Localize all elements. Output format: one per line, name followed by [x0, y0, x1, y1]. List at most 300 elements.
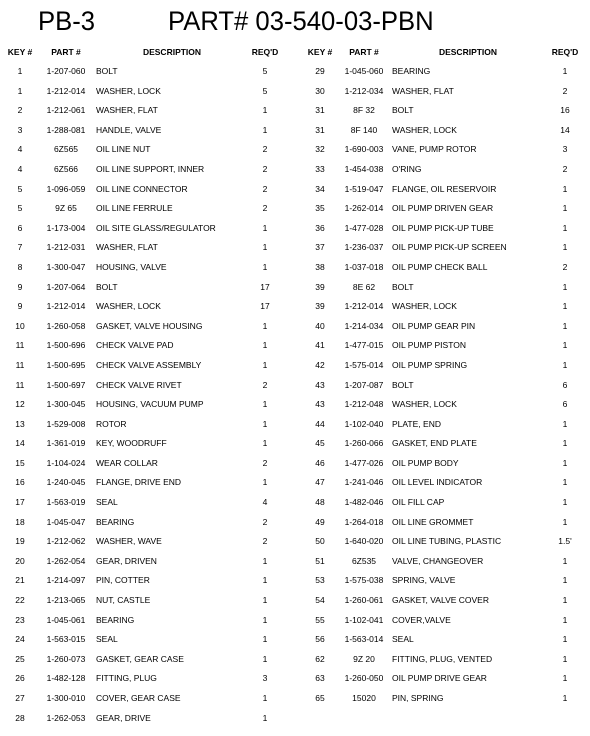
description-cell: FLANGE, DRIVE END — [96, 477, 182, 488]
table-row — [0, 532, 300, 552]
table-row — [0, 317, 300, 337]
key-cell: 53 — [315, 575, 325, 586]
quantity-cell: 5 — [262, 66, 268, 76]
part-number-cell: 1-575-014 — [344, 359, 384, 370]
description-cell: OIL PUMP BODY — [392, 457, 459, 468]
description-cell: WASHER, LOCK — [392, 399, 457, 410]
quantity-cell: 1 — [262, 320, 268, 331]
part-number-cell: 1-361-019 — [46, 438, 86, 449]
quantity-cell: 2 — [262, 183, 268, 194]
table-row — [0, 493, 300, 513]
key-cell: 31 — [315, 105, 325, 116]
part-number-cell: 1-500-696 — [46, 340, 86, 351]
key-cell: 7 — [17, 242, 23, 253]
quantity-cell: 3 — [562, 144, 568, 155]
table-row — [0, 278, 300, 298]
description-cell: BOLT — [392, 281, 414, 292]
key-cell: 17 — [15, 497, 25, 508]
description-cell: GASKET, END PLATE — [392, 438, 477, 449]
table-row — [300, 82, 590, 102]
part-number-cell: 1-212-014 — [344, 301, 384, 312]
table-row — [0, 591, 300, 611]
key-cell: 4 — [17, 144, 23, 155]
description-cell: BEARING — [96, 516, 135, 527]
part-number-cell: 1-640-020 — [344, 536, 384, 547]
quantity-cell: 1 — [262, 634, 268, 645]
part-number-cell: 1-096-059 — [46, 183, 86, 194]
quantity-cell: 1 — [262, 124, 268, 135]
description-cell: WASHER, FLAT — [392, 85, 454, 96]
table-row — [0, 82, 300, 102]
description-cell: OIL PUMP PICK-UP SCREEN — [392, 242, 507, 253]
quantity-cell: 17 — [260, 301, 270, 312]
quantity-cell: 1 — [262, 418, 268, 429]
description-cell: GASKET, GEAR CASE — [96, 653, 184, 664]
quantity-cell: 1 — [562, 497, 568, 508]
table-row — [300, 258, 590, 278]
key-cell: 6 — [17, 222, 23, 233]
key-cell: 38 — [315, 261, 325, 272]
table-row — [0, 101, 300, 121]
quantity-cell: 1 — [562, 457, 568, 468]
key-cell: 56 — [315, 634, 325, 645]
table-row — [300, 669, 590, 689]
key-cell: 18 — [15, 516, 25, 527]
table-row — [0, 650, 300, 670]
table-row — [0, 630, 300, 650]
header-key: KEY # — [7, 47, 33, 57]
part-number-cell: 8E 62 — [352, 281, 376, 292]
part-number-cell: 1-262-054 — [46, 555, 86, 566]
description-cell: FITTING, PLUG — [96, 673, 157, 684]
part-number-cell: 1-563-019 — [46, 497, 86, 508]
quantity-cell: 2 — [562, 163, 568, 174]
key-cell: 9 — [17, 301, 23, 312]
description-cell: OIL LINE TUBING, PLASTIC — [392, 536, 502, 547]
table-row — [300, 278, 590, 298]
part-number-cell: 1-300-047 — [46, 261, 86, 272]
key-cell: 9 — [17, 281, 23, 292]
quantity-cell: 1 — [262, 555, 268, 566]
key-cell: 39 — [315, 281, 325, 292]
table-row — [300, 395, 590, 415]
part-number-cell: 1-482-128 — [46, 673, 86, 684]
key-cell: 25 — [15, 653, 25, 664]
description-cell: OIL LINE GROMMET — [392, 516, 474, 527]
table-row — [0, 376, 300, 396]
description-cell: SPRING, VALVE — [392, 575, 456, 586]
description-cell: HANDLE, VALVE — [96, 124, 162, 135]
key-cell: 11 — [15, 379, 25, 390]
table-row — [300, 611, 590, 631]
quantity-cell: 1 — [262, 105, 268, 116]
key-cell: 35 — [315, 203, 325, 214]
quantity-cell: 1 — [262, 222, 268, 233]
table-row — [300, 376, 590, 396]
part-number-cell: 1-563-014 — [344, 634, 384, 645]
quantity-cell: 1 — [262, 399, 268, 410]
table-row — [0, 336, 300, 356]
table-row — [300, 454, 590, 474]
table-row — [0, 199, 300, 219]
description-cell: OIL LINE NUT — [96, 144, 151, 155]
table-row — [0, 297, 300, 317]
quantity-cell: 1 — [562, 575, 568, 586]
part-number-cell: 1-207-060 — [46, 66, 86, 76]
quantity-cell: 2 — [262, 163, 268, 174]
description-cell: VANE, PUMP ROTOR — [392, 144, 477, 155]
description-cell: BEARING — [392, 66, 431, 76]
table-row — [300, 591, 590, 611]
part-number-cell: 1-214-034 — [344, 320, 384, 331]
description-cell: PLATE, END — [392, 418, 441, 429]
part-number-cell: 1-260-058 — [46, 320, 86, 331]
part-number-cell: 1-207-087 — [344, 379, 384, 390]
table-row — [300, 317, 590, 337]
key-cell: 1 — [17, 85, 23, 96]
table-row — [0, 219, 300, 239]
quantity-cell: 2 — [262, 457, 268, 468]
description-cell: OIL FILL CAP — [392, 497, 445, 508]
table-row — [300, 101, 590, 121]
part-number-cell: 1-300-045 — [46, 399, 86, 410]
quantity-cell: 2 — [262, 379, 268, 390]
description-cell: WASHER, LOCK — [96, 85, 161, 96]
part-number-cell: 1-236-037 — [344, 242, 384, 253]
description-cell: OIL PUMP DRIVEN GEAR — [392, 203, 494, 214]
table-row — [0, 62, 300, 82]
key-cell: 8 — [17, 261, 23, 272]
key-cell: 30 — [315, 85, 325, 96]
quantity-cell: 2 — [562, 261, 568, 272]
table-row — [300, 238, 590, 258]
part-number-cell: 6Z535 — [351, 555, 377, 566]
description-cell: ROTOR — [96, 418, 127, 429]
part-number-cell: 1-264-018 — [344, 516, 384, 527]
description-cell: OIL SITE GLASS/REGULATOR — [96, 222, 216, 233]
description-cell: FITTING, PLUG, VENTED — [392, 653, 493, 664]
part-number-cell: 1-214-097 — [46, 575, 86, 586]
description-cell: PIN, COTTER — [96, 575, 150, 586]
description-cell: HOUSING, VACUUM PUMP — [96, 399, 204, 410]
part-number-cell: 1-454-038 — [344, 163, 384, 174]
quantity-cell: 1 — [262, 359, 268, 370]
quantity-cell: 1 — [562, 634, 568, 645]
description-cell: HOUSING, VALVE — [96, 261, 167, 272]
key-cell: 26 — [15, 673, 25, 684]
quantity-cell: 1 — [262, 575, 268, 586]
description-cell: CHECK VALVE ASSEMBLY — [96, 359, 202, 370]
quantity-cell: 1 — [562, 653, 568, 664]
quantity-cell: 1 — [262, 340, 268, 351]
key-cell: 54 — [315, 595, 325, 606]
table-row — [300, 630, 590, 650]
key-cell: 37 — [315, 242, 325, 253]
quantity-cell: 1 — [562, 301, 568, 312]
quantity-cell: 2 — [562, 85, 568, 96]
description-cell: FLANGE, OIL RESERVOIR — [392, 183, 497, 194]
part-number-cell: 1-173-004 — [46, 222, 86, 233]
key-cell: 28 — [15, 712, 25, 723]
description-cell: BOLT — [96, 281, 118, 292]
part-number-cell: 1-212-048 — [344, 399, 384, 410]
table-row — [0, 454, 300, 474]
table-row — [0, 611, 300, 631]
quantity-cell: 6 — [562, 379, 568, 390]
quantity-cell: 1 — [562, 614, 568, 625]
part-number-cell: 1-262-053 — [46, 712, 86, 723]
part-number-cell: 1-519-047 — [344, 183, 384, 194]
part-number-cell: 1-213-065 — [46, 595, 86, 606]
part-number-cell: 6Z566 — [53, 163, 79, 174]
quantity-cell: 1 — [562, 222, 568, 233]
key-cell: 23 — [15, 614, 25, 625]
quantity-cell: 17 — [260, 281, 270, 292]
part-number-cell: 1-262-014 — [344, 203, 384, 214]
key-cell: 19 — [15, 536, 25, 547]
part-number-cell: 1-288-081 — [46, 124, 86, 135]
key-cell: 50 — [315, 536, 325, 547]
quantity-cell: 1 — [562, 438, 568, 449]
part-number-cell: 1-037-018 — [344, 261, 384, 272]
table-row — [300, 180, 590, 200]
header-key: KEY # — [307, 47, 333, 57]
key-cell: 1 — [17, 66, 23, 76]
key-cell: 2 — [17, 105, 23, 116]
table-row — [300, 160, 590, 180]
key-cell: 14 — [15, 438, 25, 449]
description-cell: OIL LEVEL INDICATOR — [392, 477, 483, 488]
description-cell: WASHER, WAVE — [96, 536, 162, 547]
table-header — [300, 42, 590, 62]
description-cell: BEARING — [96, 614, 135, 625]
key-cell: 39 — [315, 301, 325, 312]
key-cell: 46 — [315, 457, 325, 468]
description-cell: OIL LINE FERRULE — [96, 203, 173, 214]
table-row — [0, 160, 300, 180]
quantity-cell: 1 — [262, 477, 268, 488]
key-cell: 40 — [315, 320, 325, 331]
part-number-cell: 1-500-697 — [46, 379, 86, 390]
key-cell: 5 — [17, 203, 23, 214]
quantity-cell: 2 — [262, 516, 268, 527]
key-cell: 21 — [15, 575, 25, 586]
part-number-cell: 1-104-024 — [46, 457, 86, 468]
quantity-cell: 1 — [562, 359, 568, 370]
part-number-cell: 1-260-066 — [344, 438, 384, 449]
part-number-cell: 1-482-046 — [344, 497, 384, 508]
description-cell: SEAL — [96, 497, 118, 508]
table-row — [300, 434, 590, 454]
table-row — [300, 415, 590, 435]
key-cell: 15 — [15, 457, 25, 468]
table-row — [300, 199, 590, 219]
description-cell: OIL LINE CONNECTOR — [96, 183, 188, 194]
table-row — [300, 297, 590, 317]
description-cell: BOLT — [392, 105, 414, 116]
quantity-cell: 1 — [562, 183, 568, 194]
quantity-cell: 16 — [560, 105, 570, 116]
part-number-cell: 15020 — [352, 693, 376, 703]
header-reqd: REQ'D — [551, 47, 579, 57]
key-cell: 63 — [315, 673, 325, 684]
part-number-cell: 1-212-031 — [46, 242, 86, 253]
part-number-cell: 1-212-062 — [46, 536, 86, 547]
description-cell: COVER, GEAR CASE — [96, 693, 181, 703]
quantity-cell: 2 — [262, 536, 268, 547]
part-number-cell: 1-212-014 — [46, 85, 86, 96]
table-row — [300, 650, 590, 670]
part-number-cell: 1-260-050 — [344, 673, 384, 684]
quantity-cell: 6 — [562, 399, 568, 410]
table-row — [300, 473, 590, 493]
quantity-cell: 1 — [562, 66, 568, 76]
table-row — [300, 513, 590, 533]
description-cell: WASHER, LOCK — [392, 124, 457, 135]
quantity-cell: 2 — [262, 144, 268, 155]
quantity-cell: 1 — [562, 693, 568, 703]
key-cell: 55 — [315, 614, 325, 625]
quantity-cell: 4 — [262, 497, 268, 508]
key-cell: 5 — [17, 183, 23, 194]
key-cell: 12 — [15, 399, 25, 410]
table-row — [300, 571, 590, 591]
key-cell: 13 — [15, 418, 25, 429]
part-number-cell: 9Z 65 — [55, 203, 77, 214]
part-number-cell: 6Z565 — [53, 144, 79, 155]
table-row — [300, 689, 590, 709]
table-row — [300, 356, 590, 376]
quantity-cell: 1 — [562, 281, 568, 292]
key-cell: 36 — [315, 222, 325, 233]
table-row — [0, 689, 300, 709]
part-number-cell: 1-260-073 — [46, 653, 86, 664]
quantity-cell: 1 — [562, 320, 568, 331]
table-row — [300, 552, 590, 572]
description-cell: CHECK VALVE PAD — [96, 340, 174, 351]
part-number-cell: 8F 140 — [350, 124, 378, 135]
part-number-cell: 1-045-060 — [344, 66, 384, 76]
quantity-cell: 1 — [262, 595, 268, 606]
header-part: PART # — [349, 47, 379, 57]
table-row — [0, 669, 300, 689]
quantity-cell: 1 — [262, 693, 268, 703]
description-cell: OIL PUMP CHECK BALL — [392, 261, 488, 272]
key-cell: 32 — [315, 144, 325, 155]
quantity-cell: 1 — [262, 438, 268, 449]
quantity-cell: 1 — [562, 555, 568, 566]
part-number-cell: 1-477-026 — [344, 457, 384, 468]
part-number-cell: 1-241-046 — [344, 477, 384, 488]
part-number-cell: 1-563-015 — [46, 634, 86, 645]
key-cell: 45 — [315, 438, 325, 449]
table-row — [0, 513, 300, 533]
part-number-cell: 1-690-003 — [344, 144, 384, 155]
part-number-cell: 1-500-695 — [46, 359, 86, 370]
key-cell: 27 — [15, 693, 25, 703]
part-number-cell: 1-212-034 — [344, 85, 384, 96]
key-cell: 20 — [15, 555, 25, 566]
part-number-cell: 1-212-061 — [46, 105, 86, 116]
key-cell: 43 — [315, 379, 325, 390]
table-row — [300, 121, 590, 141]
description-cell: OIL PUMP PISTON — [392, 340, 467, 351]
table-body-right — [300, 62, 590, 709]
key-cell: 10 — [15, 320, 25, 331]
part-number-cell: 8F 32 — [353, 105, 375, 116]
table-row — [0, 395, 300, 415]
part-number-title: PART# 03-540-03-PBN — [168, 6, 434, 36]
quantity-cell: 3 — [262, 673, 268, 684]
table-row — [0, 356, 300, 376]
description-cell: OIL PUMP DRIVE GEAR — [392, 673, 487, 684]
description-cell: GEAR, DRIVE — [96, 712, 151, 723]
table-row — [300, 336, 590, 356]
quantity-cell: 1 — [262, 242, 268, 253]
table-row — [0, 552, 300, 572]
description-cell: OIL PUMP GEAR PIN — [392, 320, 476, 331]
description-cell: WASHER, FLAT — [96, 105, 158, 116]
part-number-cell: 1-260-061 — [344, 595, 384, 606]
part-number-cell: 1-045-047 — [46, 516, 86, 527]
table-row — [0, 473, 300, 493]
key-cell: 44 — [315, 418, 325, 429]
key-cell: 24 — [15, 634, 25, 645]
key-cell: 51 — [315, 555, 325, 566]
table-row — [0, 140, 300, 160]
quantity-cell: 1 — [562, 203, 568, 214]
description-cell: WEAR COLLAR — [96, 457, 158, 468]
quantity-cell: 1 — [562, 418, 568, 429]
key-cell: 65 — [315, 693, 325, 703]
table-row — [0, 121, 300, 141]
part-number-cell: 1-207-064 — [46, 281, 86, 292]
key-cell: 29 — [315, 66, 325, 76]
description-cell: BOLT — [392, 379, 414, 390]
key-cell: 3 — [17, 124, 23, 135]
header-description: DESCRIPTION — [142, 47, 202, 57]
key-cell: 48 — [315, 497, 325, 508]
header-description: DESCRIPTION — [438, 47, 498, 57]
key-cell: 41 — [315, 340, 325, 351]
description-cell: GEAR, DRIVEN — [96, 555, 157, 566]
key-cell: 11 — [15, 340, 25, 351]
quantity-cell: 1 — [562, 673, 568, 684]
table-row — [0, 709, 300, 729]
table-row — [0, 180, 300, 200]
part-number-cell: 1-477-028 — [344, 222, 384, 233]
parts-table-right — [300, 42, 590, 709]
table-row — [0, 238, 300, 258]
quantity-cell: 1 — [262, 261, 268, 272]
description-cell: CHECK VALVE RIVET — [96, 379, 182, 390]
quantity-cell: 1 — [262, 614, 268, 625]
key-cell: 43 — [315, 399, 325, 410]
description-cell: NUT, CASTLE — [96, 595, 151, 606]
header-part: PART # — [51, 47, 81, 57]
key-cell: 4 — [17, 163, 23, 174]
table-row — [300, 140, 590, 160]
table-row — [0, 258, 300, 278]
description-cell: WASHER, LOCK — [392, 301, 457, 312]
quantity-cell: 14 — [560, 124, 570, 135]
part-number-cell: 1-477-015 — [344, 340, 384, 351]
description-cell: WASHER, LOCK — [96, 301, 161, 312]
description-cell: WASHER, FLAT — [96, 242, 158, 253]
part-number-cell: 1-212-014 — [46, 301, 86, 312]
key-cell: 47 — [315, 477, 325, 488]
key-cell: 62 — [315, 653, 325, 664]
